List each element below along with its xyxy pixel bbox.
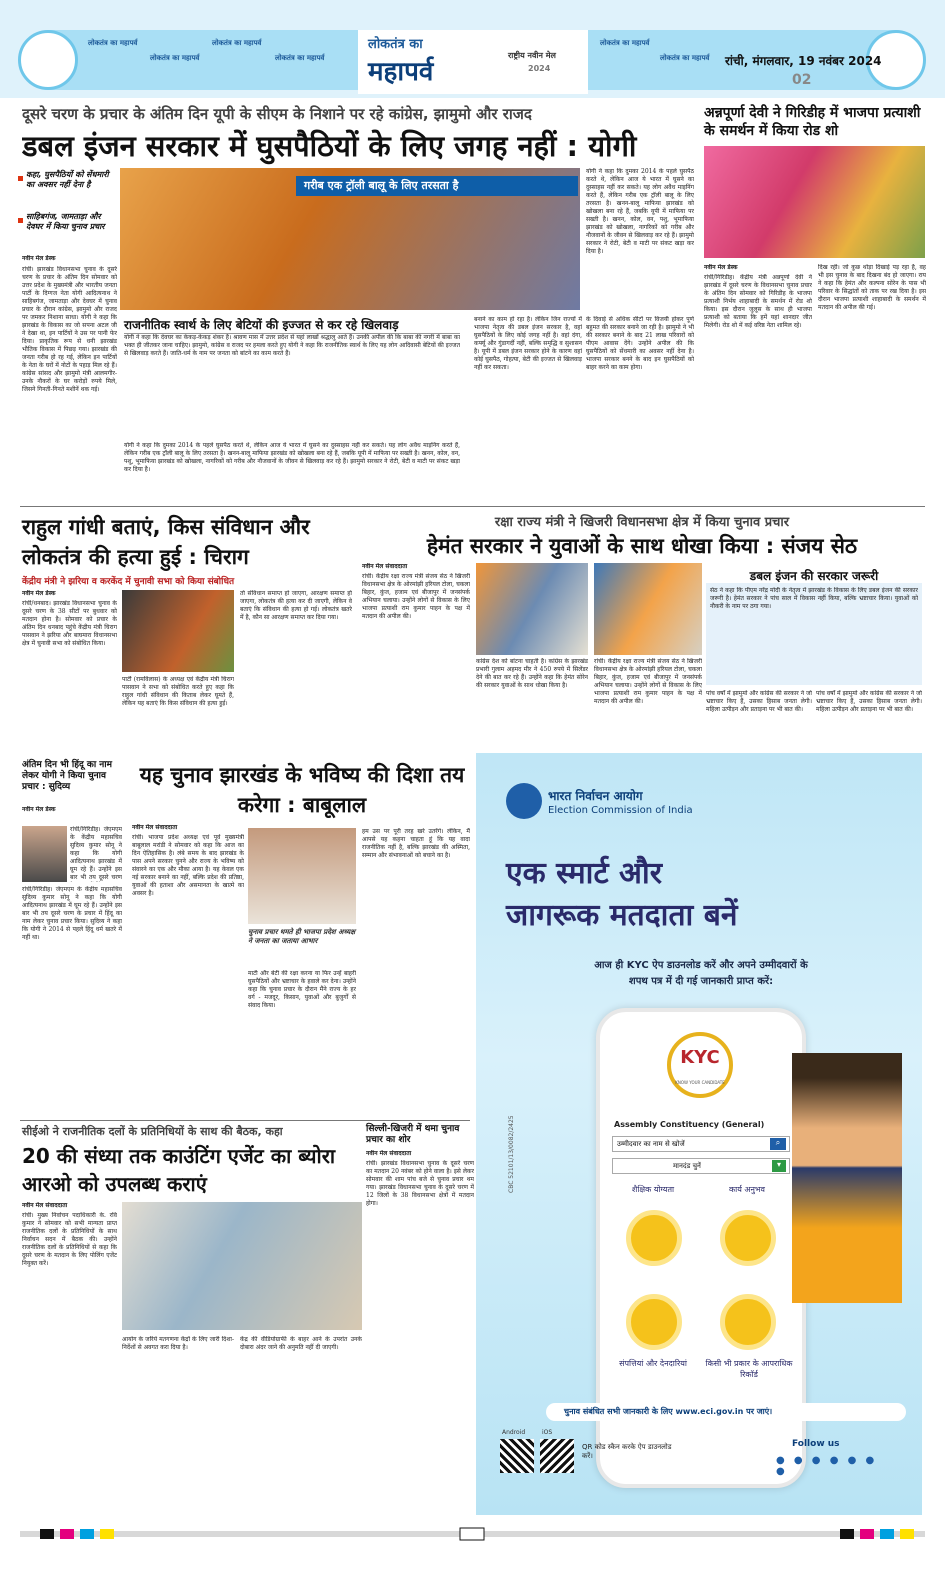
yogi-bullet-1: कहा, घुसपैठियों को सेंधमारी का अवसर नहीं देना है — [26, 170, 109, 189]
babulal-body-3: हम उस पर पूरी तरह खरे उतरेंगे। लेकिन, मैं आपसे यह कहना चाहता हूं कि यह वादा राजनीतिक नहीं है, बल्कि झारखंड की अस्मिता, सम्मान और संभावनाओं को बचाने का है। — [362, 828, 470, 859]
sudivya-body: रांची/गिरिडीह। जेएमएम के केंद्रीय महासचिव सुदिव्य कुमार सोनू ने कहा कि योगी आदित्यनाथ झारखंड में घूम रहे हैं। उन्होंने इस बार भी तय दूसरे चरण के प्रचार में हिंदू का नाम लेकर चुनाव प्रचार किया। सुदिव्य ने कहा कि योगी ने 2014 से पहले हिंदू धर्म खतरे में नहीं था। — [22, 886, 122, 941]
yogi-byline: नवीन मेल डेस्क — [22, 255, 56, 262]
counting-kicker: सीईओ ने राजनीतिक दलों के प्रतिनिधियों के साथ की बैठक, कहा — [22, 1125, 283, 1138]
sanjay-headline: हेमंत सरकार ने युवाओं के साथ धोखा किया : संजय सेठ — [426, 534, 858, 558]
graduation-cap-icon — [626, 1210, 682, 1266]
brand-big: महापर्व — [368, 57, 434, 87]
kyc-label: KYC — [680, 1047, 720, 1068]
sanjay-body-3: सेठ ने कहा कि पीएम नरेंद्र मोदी के नेतृत्व में झारखंड के विकास के लिए डबल इंजन की सरकार जरूरी है। हेमंत सरकार ने पांच साल में विकास नहीं किया, बल्कि भ्रष्टाचार किया। युवाओं को नौकरी के नाम पर ठगा गया। — [710, 587, 918, 610]
cbc-code: CBC 52101/13/0082/2425 — [508, 1115, 515, 1193]
follow-us-label: Follow us — [792, 1439, 840, 1449]
sanjay-byline: नवीन मेल संवाददाता — [362, 563, 408, 570]
android-qr-code[interactable] — [500, 1439, 534, 1473]
masthead-tile: लोकतंत्र का महापर्व — [150, 54, 200, 62]
sanjay-kicker: रक्षा राज्य मंत्री ने खिजरी विधानसभा क्षेत्र में किया चुनाव प्रचार — [494, 515, 790, 530]
babulal-byline: नवीन मेल संवाददाता — [132, 824, 178, 831]
counting-headline: 20 की संध्या तक काउंटिंग एजेंट का ब्योरा आरओ को उपलब्ध कराएं — [22, 1144, 336, 1196]
election-logo-left — [18, 30, 78, 90]
eci-advertisement — [476, 753, 922, 1515]
sanjay-box — [706, 583, 922, 685]
sanjay-body-5: पांच वर्षों में झामुमो और कांग्रेस की सरकार ने जो भ्रष्टाचार किए हैं, उसका हिसाब जनता लेगी। महिला उत्पीड़न और प्रताड़ना पर भी बात की। — [816, 690, 922, 713]
sudivya-byline: नवीन मेल डेस्क — [22, 806, 56, 813]
sanjay-body-2b: रांची। केंद्रीय रक्षा राज्य मंत्री संजय सेठ ने खिजरी विधानसभा क्षेत्र के ओरमांझी हरियल टोला, चकला बिहार, कुंज, हजाम एवं बीजापुर में जनसंपर्क अभियान चलाया। उन्होंने लोगों से विकास के लिए भाजपा प्रत्याशी राम कुमार पाहन के पक्ष में मतदान की अपील की। — [594, 658, 702, 705]
bullet-mark — [18, 176, 23, 181]
babulal-photo — [248, 828, 356, 924]
yogi-bullet-2: साहिबगंज, जामताड़ा और देवघर में किया चुनाव प्रचार — [26, 212, 105, 231]
annapurna-photo — [704, 146, 925, 258]
yogi-body-2: योगी ने कहा कि दुमका 2014 के पहले घुसपैठ करते थे, लेकिन आज ये भारत में घुसने का दुस्साहस नहीं कर सकते। यह लोग अवैध माइनिंग करते हैं, लेकिन गरीब एक ट्रॉली बालू के लिए तरसता है। खनन-बालू माफिया झारखंड को खोखला बना रहे हैं, जबकि यूपी में माफिया पर सख्ती है। खनन, कोल, वन, पशु, भूमाफिया झारखंड को खोखला, नागरिकों को गरीब और नौजवानों के जीवन से खिलवाड़ कर रहे हैं। झामुमो सरकार ने रोटी, बेटी व माटी पर संकट खड़ा कर दिया है। — [586, 168, 694, 255]
qr-instruction: QR कोड स्कैन करके ऐप डाउनलोड करें। — [582, 1443, 672, 1460]
babulal-caption: चुनाव प्रचार थमते ही भाजपा प्रदेश अध्यक्ष ने जनता का जताया आभार — [248, 928, 356, 945]
masthead-tagline: राष्ट्रीय नवीन मेल — [508, 51, 556, 60]
constituency-label: Assembly Constituency (General) — [614, 1120, 765, 1129]
babulal-body-1: रांची। भाजपा प्रदेश अध्यक्ष एवं पूर्व मुख्यमंत्री बाबूलाल मरांडी ने सोमवार को कहा कि आज का दिन ऐतिहासिक है। लंबे समय के बाद झारखंड के पास अपने सरकार चुनने और राज्य के भविष्य को संवारने का एक और मौका आया है। यह केवल एक नई सरकार बनाने का नहीं, बल्कि प्रदेश की प्रतिष्ठा, युवाओं की हताशा और असमानता के खात्मे का अवसर है। — [132, 834, 244, 897]
option-experience[interactable]: कार्य अनुभव — [728, 1185, 766, 1194]
sudivya-headline: अंतिम दिन भी हिंदू का नाम लेकर योगी ने किया चुनाव प्रचार : सुदिव्य — [22, 760, 112, 792]
sudivya-body-top: रांची/गिरिडीह। जेएमएम के केंद्रीय महासचिव सुदिव्य कुमार सोनू ने कहा कि योगी आदित्यनाथ झारखंड में घूम रहे हैं। उन्होंने इस बार भी तय दूसरे चरण — [70, 826, 122, 881]
sanjay-subhead: डबल इंजन की सरकार जरूरी — [749, 569, 879, 583]
social-icons[interactable]: ● ● ● ● ● ● ● — [776, 1455, 878, 1477]
option-criminal-record[interactable]: किसी भी प्रकार के आपराधिक रिकॉर्ड — [705, 1359, 793, 1379]
sanjay-body-2: कांग्रेस देश को बांटना चाहती है। कांग्रेस के झारखंड प्रभारी गुलाम अहमद मीर ने 450 रुपये में सिलेंडर देने की बात कर रहे हैं। उन्होंने कहा कि हेमंत सोरेन की सरकार युवाओं के साथ धोखा किया है। — [476, 658, 588, 689]
sanjay-body-1: रांची। केंद्रीय रक्षा राज्य मंत्री संजय सेठ ने खिजरी विधानसभा क्षेत्र के ओरमांझी हरियल टोला, चकला बिहार, कुंज, हजाम एवं बीजापुर में जनसंपर्क अभियान चलाया। उन्होंने लोगों से विकास के लिए भाजपा प्रत्याशी राम कुमार पाहन के पक्ष में मतदान की अपील की। — [362, 573, 470, 620]
counting-body-1: रांची। मुख्य निर्वाचन पदाधिकारी के. रवि कुमार ने सोमवार को सभी मान्यता प्राप्त राजनीतिक दलों के प्रतिनिधियों के साथ निर्वाचन सदन में बैठक की। उन्होंने राजनीतिक दलों के प्रतिनिधियों से कहा कि दूसरे चरण के मतदान के लिए पोलिंग एजेंट नियुक्त करें। — [22, 1212, 117, 1267]
annapurna-body-1: रांची/गिरिडीह। केंद्रीय मंत्री अन्नपूर्णा देवी ने झारखंड में दूसरे चरण के विधानसभा चुनाव प्रचार के अंतिम दिन सोमवार को गिरिडीह के भाजपा प्रत्याशी निर्भय शाहाबादी के समर्थन में रोड शो किया। इस दौरान जुलूस के साथ ही भाजपा प्रत्याशी को बताया कि हमें यहां शानदार जीत मिलेगी। रोड शो में कई वरिष्ठ नेता शामिल रहे। — [704, 274, 812, 329]
eci-name-hi: भारत निर्वाचन आयोग — [548, 789, 643, 803]
woman-illustration — [792, 1053, 902, 1303]
masthead-center-logo — [358, 30, 588, 94]
silli-body: रांची। झारखंड विधानसभा चुनाव के दूसरे चरण का मतदान 20 नवंबर को होने वाला है। इसे लेकर सोमवार की शाम पांच बजे से चुनाव प्रचार थम गया। झारखंड विधानसभा चुनाव के दूसरे चरण में 12 जिलों के 38 विधानसभा क्षेत्रों में मतदान होगा। — [366, 1160, 474, 1207]
chirag-photo — [122, 590, 234, 672]
chirag-headline: राहुल गांधी बताएं, किस संविधान और लोकतंत्र की हत्या हुई : चिराग — [22, 515, 310, 569]
ad-headline-1: एक स्मार्ट और — [506, 856, 662, 891]
sanjay-photo-1 — [476, 563, 588, 655]
counting-body-2: आयोग के जरिये मतगणना केंद्रों के लिए जारी दिशा-निर्देशों से अवगत करा दिया है। — [122, 1336, 234, 1351]
yogi-kicker: दूसरे चरण के प्रचार के अंतिम दिन यूपी के सीएम के निशाने पर रहे कांग्रेस, झामुमो और राजद — [22, 105, 532, 123]
yogi-body-4: बनाने का काम हो रहा है। लेकिन जिन राज्यों में भाजपा नेतृत्व की डबल इंजन सरकार है, वहां घुसपैठियों के लिए कोई जगह नहीं है। वहां दंगा, कर्फ्यू और गुंडागर्दी नहीं, बल्कि समृद्धि व सुशासन है। यूपी में डबल इंजन सरकार होने के कारण वहां कोई घुसपैठ, गोहत्या, बेटी की इज्जत से खिलवाड़ नहीं कर सकता। — [474, 316, 582, 371]
sudivya-photo — [22, 826, 67, 882]
dateline: रांची, मंगलवार, 19 नवंबर 2024 — [725, 54, 882, 68]
option-assets[interactable]: संपत्तियां और देनदारियां — [619, 1359, 687, 1368]
silli-headline: सिल्ली-खिजरी में थमा चुनाव प्रचार का शोर — [366, 1124, 460, 1145]
brand-small: लोकतंत्र का — [368, 37, 423, 52]
ad-sub-1: आज ही KYC ऐप डाउनलोड करें और अपने उम्मीदवारों के — [594, 960, 808, 971]
chirag-body-1: रांची/धनबाद। झारखंड विधानसभा चुनाव के दूसरे चरण के 38 सीटों पर बुधवार को मतदान होना है। सोमवार को प्रचार के अंतिम दिन धनबाद पहुंचे केंद्रीय मंत्री चिराग पासवान ने झरिया और बाघमारा विधानसभा क्षेत्र में चुनावी सभा को संबोधित किया। — [22, 600, 117, 647]
masthead-tile: लोकतंत्र का महापर्व — [275, 54, 325, 62]
babulal-body-2: माटी और बेटी की रक्षा करना या फिर उन्हें बाहरी घुसपैठियों और भ्रष्टाचार के हवाले कर देना। उन्होंने कहा कि चुनाव प्रचार के दौरान मैंने राज्य के हर वर्ग - मजदूर, किसान, युवाओं और बुजुर्गों से संवाद किया। — [248, 970, 356, 1009]
android-label: Android — [502, 1429, 526, 1436]
annapurna-headline: अन्नपूर्णा देवी ने गिरिडीह में भाजपा प्रत्याशी के समर्थन में किया रोड शो — [704, 105, 921, 139]
chirag-body-2: पार्टी (रामविलास) के अध्यक्ष एवं केंद्रीय मंत्री चिराग पासवान ने सभा को संबोधित करते हुए कहा कि राहुल गांधी संविधान की किताब लेकर घूमते हैं, लेकिन यह बताएं कि किस संविधान की हत्या हुई। — [122, 676, 234, 707]
page-number: 02 — [792, 72, 812, 88]
yogi-body-6: योगी ने कहा कि दुमका 2014 के पहले घुसपैठ करते थे, लेकिन आज ये भारत में घुसने का दुस्साहस नहीं कर सकते। यह लोग अवैध माइनिंग करते हैं, लेकिन गरीब एक ट्रॉली बालू के लिए तरसता है। खनन-बालू माफिया झारखंड को खोखला बना रहे हैं, जबकि यूपी में माफिया पर सख्ती है। खनन, कोल, वन, पशु, भूमाफिया झारखंड को खोखला, नागरिकों को गरीब और नौजवानों के जीवन से खिलवाड़ कर रहे हैं। झामुमो सरकार ने रोटी, बेटी व माटी पर संकट खड़ा कर दिया है। — [124, 442, 460, 473]
yogi-body-1: रांची। झारखंड विधानसभा चुनाव के दूसरे चरण के प्रचार के अंतिम दिन सोमवार को उत्तर प्रदेश के मुख्यमंत्री और भारतीय जनता पार्टी के दिग्गज नेता योगी आदित्यनाथ ने साहिबगंज, जामताड़ा और देवघर में चुनाव प्रचार के दौरान कांग्रेस, झामुमो और राजद पर जमकर निशाना साधा। योगी ने कहा कि झारखंड के विकास का जो सपना अटल जी ने देखा था, इन पार्टियों ने उस पर पानी फेर दिया। प्राकृतिक रूप से धनी झारखंड भौतिक विकास में पिछड़ गया। झारखंड की जनता गरीब हो रह गई, लेकिन इन पार्टियों के नेता के घरों में नोटों के पहाड़ मिल रहे हैं। कांग्रेस सांसद और झामुमो मंत्री आलमगीर- उनके नौकरों के घर करोड़ों रुपये मिले, जिसने गिनती-गिनते मशीनें थक गई। — [22, 266, 117, 393]
masthead-tile: लोकतंत्र का महापर्व — [600, 39, 650, 47]
chirag-body-3: तो संविधान समाप्त हो जाएगा, आरक्षण समाप्त हो जाएगा, लोकतंत्र की हत्या कर दी जाएगी, लेकिन वे बताएं कि संविधान की हत्या हो गई। लोकतंत्र खतरे में है, कौन सा आरक्षण समाप्त कर दिया गया। — [240, 590, 352, 621]
kyc-logo — [667, 1032, 733, 1098]
yogi-subhead-2: राजनीतिक स्वार्थ के लिए बेटियों की इज्जत से कर रहे खिलवाड़ — [124, 316, 460, 334]
chevron-down-icon[interactable]: ▾ — [772, 1160, 786, 1172]
sanjay-body-4: पांच वर्षों में झामुमो और कांग्रेस की सरकार ने जो भ्रष्टाचार किए हैं, उसका हिसाब जनता लेगी। महिला उत्पीड़न और प्रताड़ना पर भी बात की। — [706, 690, 812, 713]
candidate-search-field[interactable]: उम्मीदवार का नाम से खोजें — [612, 1136, 790, 1152]
eci-name-en: Election Commission of India — [548, 805, 693, 816]
divider — [20, 506, 925, 507]
money-bag-icon — [626, 1294, 682, 1350]
criteria-select[interactable]: मानदंड चुनें — [612, 1158, 790, 1174]
kyc-sublabel: KNOW YOUR CANDIDATE — [675, 1080, 725, 1085]
chirag-deck: केंद्रीय मंत्री ने झरिया व करकेंद में चुनावी सभा को किया संबोधित — [22, 577, 235, 587]
masthead-tile: लोकतंत्र का महापर्व — [88, 39, 138, 47]
annapurna-byline: नवीन मेल डेस्क — [704, 264, 738, 271]
ad-headline-2: जागरूक मतदाता बनें — [506, 898, 738, 933]
counting-photo — [122, 1202, 362, 1330]
bullet-mark — [18, 218, 23, 223]
stars-medal-icon — [720, 1210, 776, 1266]
annapurna-body-2: दिख रही। जो कुछ थोड़ा दिखाई पड़ रहा है, वह भी इस चुनाव के बाद दिखना बंद हो जाएगा। राय ने कहा कि हेमंत और कल्पना सोरेन के पास भी परिवार के सिद्धांतों को ताक पर रख दिया है। इस दौरान भाजपा प्रत्याशी शाहाबादी के समर्थन में मतदान की अपील की गई। — [818, 264, 926, 311]
yogi-headline: डबल इंजन सरकार में घुसपैठियों के लिए जगह नहीं : योगी — [22, 129, 637, 163]
masthead-tile: लोकतंत्र का महापर्व — [212, 39, 262, 47]
masthead-year: 2024 — [528, 64, 551, 73]
registration-color-strip — [20, 1527, 925, 1541]
ios-qr-code[interactable] — [540, 1439, 574, 1473]
yogi-subbar: गरीब एक ट्रॉली बालू के लिए तरसता है — [296, 176, 578, 196]
option-education[interactable]: शैक्षिक योग्यता — [631, 1185, 675, 1194]
yogi-body-3: योगी ने कहा कि देवघर का केकड़-केकड़ शंकर है। श्रावण मास में उत्तर प्रदेश से यहां लाखों श्रद्धालु आते हैं। उनकी अपील की कि बाबा की नगरी में बाबा का भक्त ही जीतकर जाना चाहिए। झामुमो, कांग्रेस व राजद पर हमला करते हुए योगी ने कहा कि राजनीतिक स्वार्थ के लिए यह लोग आदिवासी बेटियों की इज्जत से खिलवाड़ करते हैं। जाति-धर्म के नाम पर जनता को बांटने का काम करते हैं। — [124, 334, 460, 357]
eci-website-bar[interactable]: चुनाव संबंधित सभी जानकारी के लिए www.eci.gov.in पर जाएं। — [546, 1403, 906, 1421]
chirag-byline: नवीन मेल डेस्क — [22, 590, 56, 597]
silli-byline: नवीन मेल संवाददाता — [366, 1150, 412, 1157]
divider — [20, 1120, 470, 1121]
ios-label: iOS — [542, 1429, 553, 1436]
masthead-tile: लोकतंत्र का महापर्व — [660, 54, 710, 62]
yogi-body-5: के दिवाई से अधिक सीटों पर विजयी होकर पूर्ण बहुमत की सरकार बनाने जा रही है। झामुमो ने भी की सरकार बनाने के बाद 21 लाख परिवारों को पीएम आवास देंगे। उन्होंने अपील की कि घुसपैठियों को सेंधमारी का अवसर नहीं देना है। भाजपा सरकार बनने के बाद इन घुसपैठियों को बाहर करने का काम होगा। — [586, 316, 694, 371]
counting-body-3: केंद्र की वीडियोग्राफी के बाहर आने के उपरांत उनके दोबारा अंदर जाने की अनुमति नहीं दी जाएगी। — [240, 1336, 362, 1351]
ad-sub-2: शपथ पत्र में दी गई जानकारी प्राप्त करें: — [628, 976, 774, 987]
handcuffs-icon — [720, 1294, 776, 1350]
sanjay-photo-2 — [594, 563, 702, 655]
counting-byline: नवीन मेल संवाददाता — [22, 1202, 68, 1209]
eci-logo — [506, 783, 542, 819]
search-icon[interactable]: ⌕ — [770, 1138, 786, 1150]
babulal-headline: यह चुनाव झारखंड के भविष्य की दिशा तय करेगा : बाबूलाल — [139, 763, 465, 817]
